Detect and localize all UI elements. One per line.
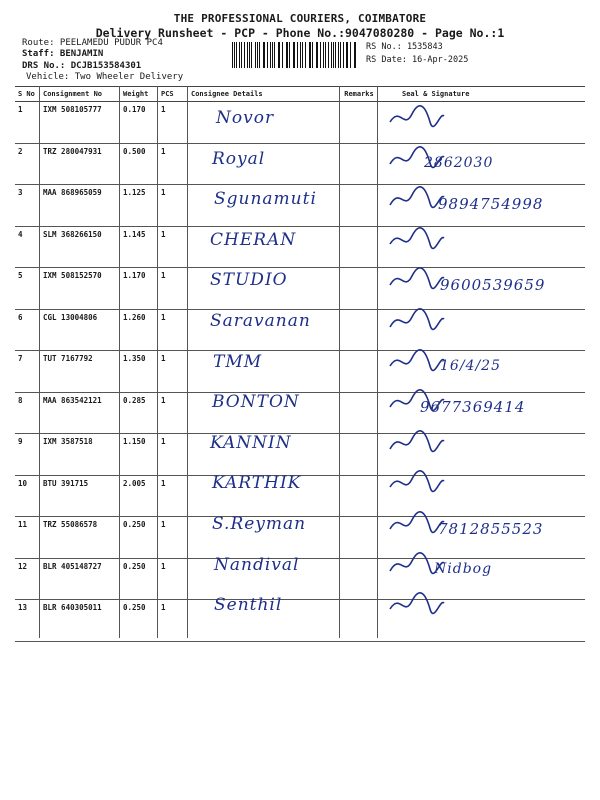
barcode-bar [320,42,321,68]
seal-signature-scribble [386,307,446,335]
table-row [15,434,585,476]
col-pcs: PCS [158,87,188,102]
barcode-bar [241,42,242,68]
sno-cell: 7 [15,351,40,393]
consignee-signature: KARTHIK [212,473,302,494]
route-label: Route: PEELAMEDU PUDUR PC4 [22,38,163,48]
col-sno: S No [15,87,40,102]
drs-number: DRS No.: DCJB153584301 [22,61,142,71]
sno-cell: 9 [15,434,40,476]
seal-handwritten-note: 7812855523 [438,520,544,538]
consignee-signature: Royal [212,148,266,169]
barcode-bar [239,42,240,68]
seal-handwritten-note: 9894754998 [438,195,544,214]
column-divider [119,86,120,638]
consignment-cell: MAA 863542121 [40,392,120,434]
seal-handwritten-note: 9600539659 [440,276,546,295]
sno-cell: 12 [15,558,40,600]
barcode [232,42,358,68]
barcode-bar [259,42,260,68]
seal-handwritten-note: 16/4/25 [440,357,501,374]
table-row [15,600,585,642]
consignment-cell: TRZ 55086578 [40,517,120,559]
col-seal: Seal & Signature [378,87,585,102]
col-remarks: Remarks [340,87,378,102]
column-divider [39,86,40,638]
seal-signature-scribble [386,469,446,497]
remarks-cell [340,226,378,268]
pcs-cell: 1 [158,185,188,227]
pcs-cell: 1 [158,600,188,642]
pcs-cell: 1 [158,143,188,185]
consignee-signature: STUDIO [210,270,288,291]
weight-cell: 1.350 [120,351,158,393]
remarks-cell [340,143,378,185]
consignee-signature: Nandival [214,554,300,575]
consignee-signature: KANNIN [210,432,292,453]
barcode-bar [278,42,279,68]
vehicle-label: Vehicle: Two Wheeler Delivery [26,72,184,82]
weight-cell: 0.285 [120,392,158,434]
table-row [15,143,585,185]
seal-handwritten-note: 9677369414 [420,398,526,417]
barcode-bar [312,42,313,68]
consignment-cell: IXM 508105777 [40,102,120,144]
consignment-cell: BLR 405148727 [40,558,120,600]
rs-date: RS Date: 16-Apr-2025 [366,55,469,65]
col-consignment: Consignment No [40,87,120,102]
remarks-cell [340,185,378,227]
runsheet-subtitle: Delivery Runsheet - PCP - Phone No.:9047080280 - Page No.:1 [95,26,505,40]
sno-cell: 5 [15,268,40,310]
seal-signature-scribble [386,226,446,254]
consignment-cell: SLM 368266150 [40,226,120,268]
sno-cell: 13 [15,600,40,642]
weight-cell: 0.250 [120,600,158,642]
barcode-bar [331,42,332,68]
seal-signature-scribble [386,104,446,132]
remarks-cell [340,434,378,476]
weight-cell: 1.145 [120,226,158,268]
seal-signature-scribble [386,591,446,619]
consignee-signature: BONTON [212,392,300,413]
column-divider [157,86,158,638]
barcode-bar [323,42,324,68]
weight-cell: 0.170 [120,102,158,144]
staff-label: Staff: BENJAMIN [22,49,104,59]
consignee-signature: Senthil [214,595,283,616]
barcode-bar [267,42,268,68]
sno-cell: 8 [15,392,40,434]
pcs-cell: 1 [158,268,188,310]
table-row [15,226,585,268]
remarks-cell [340,517,378,559]
barcode-bar [294,42,295,68]
consignment-cell: MAA 868965059 [40,185,120,227]
weight-cell: 1.170 [120,268,158,310]
pcs-cell: 1 [158,351,188,393]
consignment-cell: TUT 7167792 [40,351,120,393]
pcs-cell: 1 [158,517,188,559]
col-consignee: Consignee Details [188,87,340,102]
sno-cell: 3 [15,185,40,227]
barcode-bar [340,42,341,68]
company-title: THE PROFESSIONAL COURIERS, COIMBATORE [173,12,427,25]
remarks-cell [340,102,378,144]
sno-cell: 6 [15,309,40,351]
pcs-cell: 1 [158,226,188,268]
pcs-cell: 1 [158,102,188,144]
remarks-cell [340,392,378,434]
barcode-bar [302,42,303,68]
barcode-bar [274,42,275,68]
col-weight: Weight [120,87,158,102]
pcs-cell: 1 [158,434,188,476]
consignment-cell: IXM 508152570 [40,268,120,310]
remarks-cell [340,558,378,600]
column-divider [377,86,378,638]
column-divider [187,86,188,638]
table-row [15,102,585,144]
barcode-bar [347,42,348,68]
consignee-signature: Novor [216,108,275,128]
seal-handwritten-note: 2862030 [424,154,494,171]
seal-signature-scribble [386,185,446,213]
consignee-signature: S.Reyman [212,514,307,534]
sno-cell: 4 [15,226,40,268]
weight-cell: 0.500 [120,143,158,185]
column-divider [339,86,340,638]
remarks-cell [340,268,378,310]
remarks-cell [340,351,378,393]
consignee-signature: TMM [213,351,263,372]
barcode-bar [255,42,256,68]
pcs-cell: 1 [158,309,188,351]
pcs-cell: 1 [158,558,188,600]
table-header-row [15,87,585,102]
table-row [15,558,585,600]
remarks-cell [340,600,378,642]
remarks-cell [340,475,378,517]
barcode-bar [251,42,252,68]
consignment-cell: CGL 13004806 [40,309,120,351]
weight-cell: 1.260 [120,309,158,351]
consignment-cell: BLR 640305011 [40,600,120,642]
consignment-cell: TRZ 280047931 [40,143,120,185]
barcode-bar [354,42,355,68]
seal-signature-scribble [386,429,446,457]
consignee-signature: Saravanan [210,311,311,331]
weight-cell: 1.125 [120,185,158,227]
sno-cell: 11 [15,517,40,559]
seal-signature-scribble [386,348,446,376]
consignee-signature: CHERAN [210,229,297,250]
barcode-bar [289,42,290,68]
weight-cell: 1.150 [120,434,158,476]
seal-handwritten-note: Nidbog [434,560,493,577]
sno-cell: 2 [15,143,40,185]
weight-cell: 0.250 [120,558,158,600]
consignee-cell [188,351,340,393]
consignment-cell: IXM 3587518 [40,434,120,476]
barcode-bar [305,42,306,68]
weight-cell: 0.250 [120,517,158,559]
weight-cell: 2.005 [120,475,158,517]
remarks-cell [340,309,378,351]
barcode-bar [338,42,339,68]
seal-signature-scribble [386,510,446,538]
sno-cell: 10 [15,475,40,517]
rs-number: RS No.: 1535843 [366,42,443,52]
consignment-cell: BTU 391715 [40,475,120,517]
pcs-cell: 1 [158,392,188,434]
barcode-bar [232,42,233,68]
pcs-cell: 1 [158,475,188,517]
seal-signature-scribble [386,266,446,294]
sno-cell: 1 [15,102,40,144]
consignee-signature: Sgunamuti [214,189,317,210]
barcode-bar [282,42,283,68]
